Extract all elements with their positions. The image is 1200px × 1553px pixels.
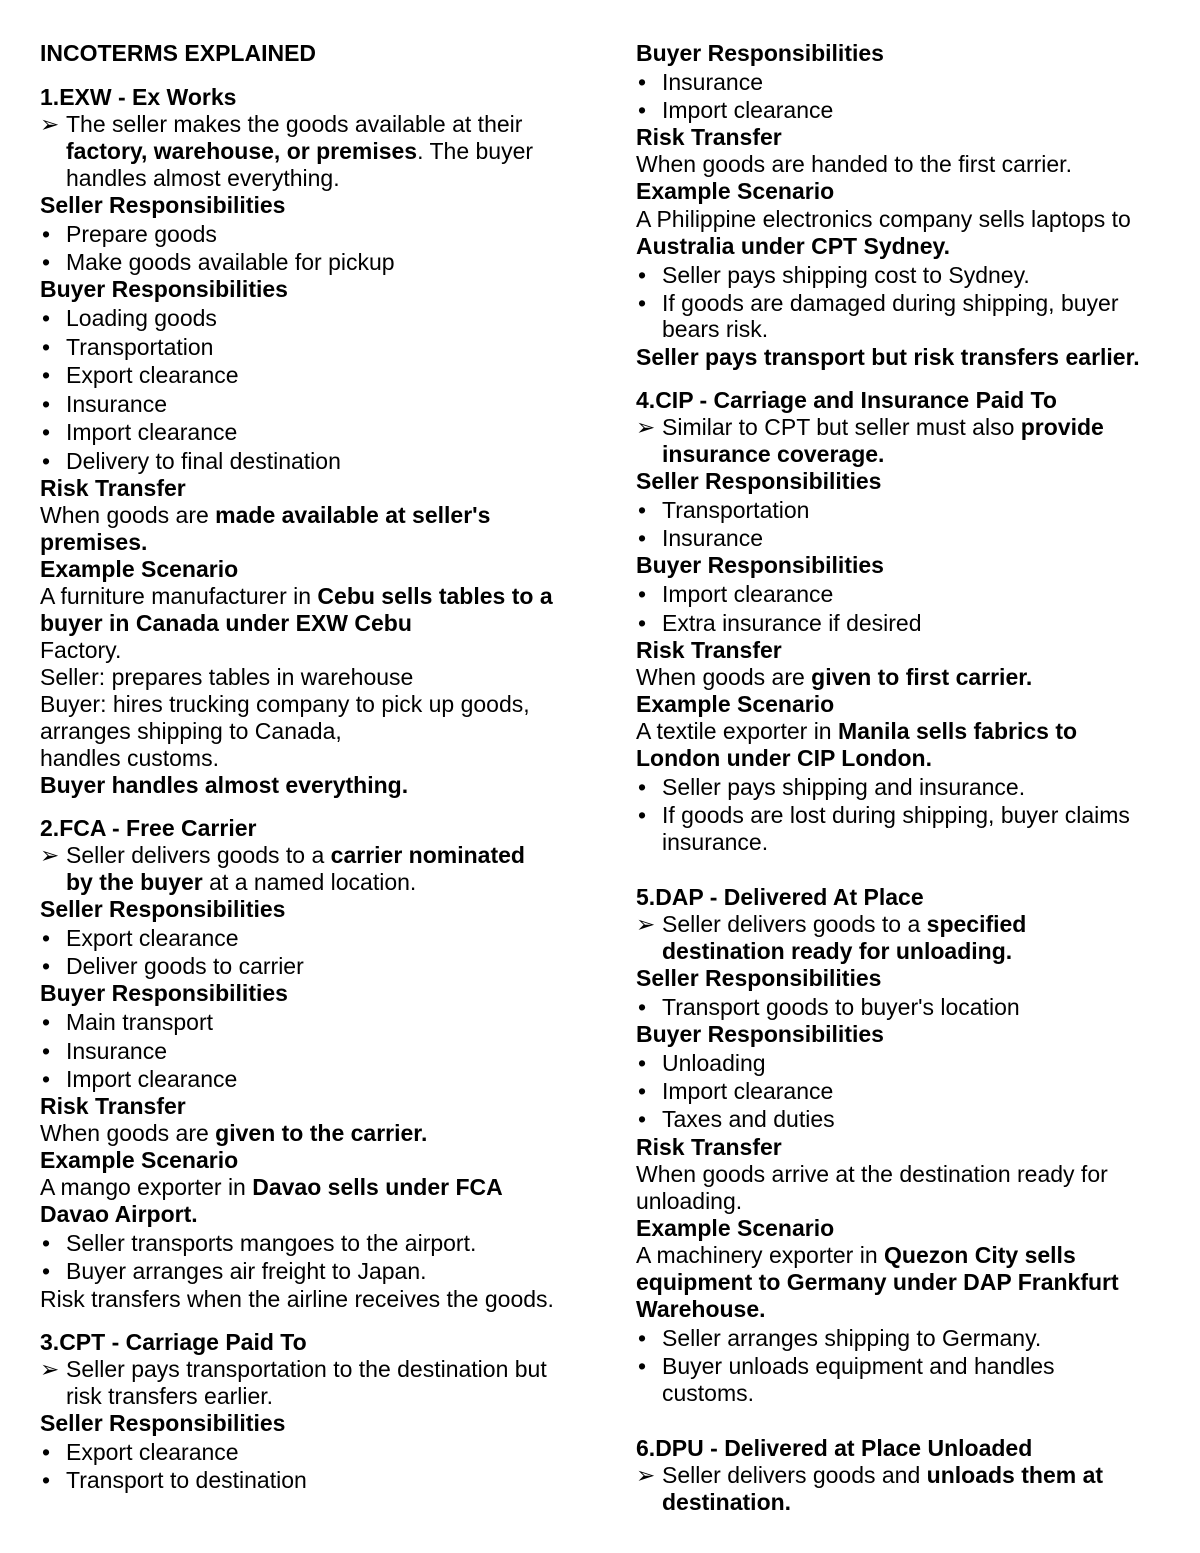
bullet-icon: • (638, 994, 647, 1020)
intro-line: ➢ The seller makes the goods available at their (40, 111, 523, 137)
seller-heading: Seller Responsibilities (40, 896, 286, 922)
bullet-icon: • (638, 1050, 647, 1076)
bullet-icon: • (638, 262, 647, 288)
example-text: Warehouse. (636, 1296, 766, 1322)
example-text: handles customs. (40, 745, 219, 771)
list-item: • Transportation (638, 497, 810, 523)
risk-text: unloading. (636, 1188, 743, 1214)
list-item: • Buyer unloads equipment and handles (638, 1353, 1055, 1379)
bullet-icon: • (42, 305, 51, 331)
arrow-icon: ➢ (636, 1462, 656, 1488)
intro-line: factory, warehouse, or premises. The buyer (66, 138, 534, 164)
example-text: buyer in Canada under EXW Cebu (40, 610, 412, 636)
risk-text: When goods are made available at seller's (40, 502, 491, 528)
example-text: equipment to Germany under DAP Frankfurt (636, 1269, 1119, 1295)
risk-heading: Risk Transfer (40, 475, 186, 501)
buyer-heading: Buyer Responsibilities (636, 552, 884, 578)
bullet-icon: • (42, 953, 51, 979)
list-item-continued: customs. (662, 1380, 755, 1406)
example-text: Seller: prepares tables in warehouse (40, 664, 414, 690)
list-item: • Delivery to final destination (42, 448, 341, 474)
list-item-continued: bears risk. (662, 316, 769, 342)
seller-heading: Seller Responsibilities (636, 965, 882, 991)
bullet-icon: • (638, 802, 647, 828)
list-item: • Import clearance (638, 97, 834, 123)
bullet-icon: • (42, 391, 51, 417)
section-heading-fca: 2.FCA - Free Carrier (40, 815, 257, 841)
list-item: • Import clearance (42, 419, 238, 445)
list-item: • Seller arranges shipping to Germany. (638, 1325, 1042, 1351)
list-item: • Transport goods to buyer's location (638, 994, 1020, 1020)
list-item: • Buyer arranges air freight to Japan. (42, 1258, 427, 1284)
list-item: • Import clearance (42, 1066, 238, 1092)
risk-heading: Risk Transfer (636, 637, 782, 663)
bullet-icon: • (42, 1038, 51, 1064)
bullet-icon: • (42, 221, 51, 247)
example-text: A mango exporter in Davao sells under FCA (40, 1174, 503, 1200)
risk-text: When goods arrive at the destination ready for (636, 1161, 1108, 1187)
example-text: Buyer: hires trucking company to pick up goods, (40, 691, 530, 717)
list-item: • Insurance (638, 525, 764, 551)
seller-heading: Seller Responsibilities (636, 468, 882, 494)
bullet-icon: • (42, 249, 51, 275)
arrow-icon: ➢ (40, 1356, 60, 1382)
buyer-heading: Buyer Responsibilities (40, 980, 288, 1006)
list-item: • Seller pays shipping cost to Sydney. (638, 262, 1030, 288)
example-text: A furniture manufacturer in Cebu sells tables to a (40, 583, 553, 609)
risk-text: When goods are given to first carrier. (636, 664, 1033, 690)
bullet-icon: • (42, 1439, 51, 1465)
list-item-continued: insurance. (662, 829, 769, 855)
bullet-icon: • (638, 610, 647, 636)
section-heading-cip: 4.CIP - Carriage and Insurance Paid To (636, 387, 1057, 413)
bullet-icon: • (42, 448, 51, 474)
risk-text: premises. (40, 529, 148, 555)
list-item: • Taxes and duties (638, 1106, 835, 1132)
bullet-icon: • (42, 1009, 51, 1035)
list-item: • Insurance (42, 1038, 168, 1064)
example-heading: Example Scenario (636, 1215, 835, 1241)
intro-line: risk transfers earlier. (66, 1383, 274, 1409)
bullet-icon: • (638, 69, 647, 95)
seller-heading: Seller Responsibilities (40, 1410, 286, 1436)
list-item: • Loading goods (42, 305, 217, 331)
bullet-icon: • (638, 1078, 647, 1104)
example-text: arranges shipping to Canada, (40, 718, 342, 744)
buyer-heading: Buyer Responsibilities (636, 40, 884, 66)
list-item: • Export clearance (42, 362, 239, 388)
example-text: London under CIP London. (636, 745, 932, 771)
list-item: • Extra insurance if desired (638, 610, 922, 636)
list-item: • Transport to destination (42, 1467, 307, 1493)
example-text: A textile exporter in Manila sells fabrics to (636, 718, 1078, 744)
section-heading-dap: 5.DAP - Delivered At Place (636, 884, 924, 910)
section-summary: Seller pays transport but risk transfers earlier. (636, 344, 1140, 370)
list-item: • Unloading (638, 1050, 766, 1076)
list-item: • Make goods available for pickup (42, 249, 395, 275)
bullet-icon: • (638, 97, 647, 123)
example-text: A machinery exporter in Quezon City sells (636, 1242, 1076, 1268)
intro-line: by the buyer at a named location. (66, 869, 417, 895)
section-heading-dpu: 6.DPU - Delivered at Place Unloaded (636, 1435, 1033, 1461)
arrow-icon: ➢ (636, 911, 656, 937)
example-heading: Example Scenario (40, 1147, 239, 1173)
intro-line: destination. (662, 1489, 792, 1515)
list-item: • Insurance (42, 391, 168, 417)
example-text: Australia under CPT Sydney. (636, 233, 950, 259)
list-item: • Seller pays shipping and insurance. (638, 774, 1026, 800)
intro-line: ➢ Similar to CPT but seller must also provide (636, 414, 1104, 440)
example-heading: Example Scenario (40, 556, 239, 582)
risk-heading: Risk Transfer (636, 124, 782, 150)
list-item: • Insurance (638, 69, 764, 95)
example-text: Factory. (40, 637, 122, 663)
arrow-icon: ➢ (40, 111, 60, 137)
bullet-icon: • (42, 1258, 51, 1284)
bullet-icon: • (42, 334, 51, 360)
bullet-icon: • (638, 1325, 647, 1351)
example-heading: Example Scenario (636, 691, 835, 717)
intro-line: insurance coverage. (662, 441, 885, 467)
bullet-icon: • (638, 581, 647, 607)
list-item: • If goods are lost during shipping, buyer claims (638, 802, 1130, 828)
section-summary: Risk transfers when the airline receives the goods. (40, 1286, 554, 1312)
section-summary: Buyer handles almost everything. (40, 772, 409, 798)
example-text: Davao Airport. (40, 1201, 198, 1227)
bullet-icon: • (638, 774, 647, 800)
example-text: A Philippine electronics company sells laptops to (636, 206, 1131, 232)
arrow-icon: ➢ (40, 842, 60, 868)
bullet-icon: • (42, 1230, 51, 1256)
bullet-icon: • (638, 290, 647, 316)
risk-text: When goods are given to the carrier. (40, 1120, 428, 1146)
bullet-icon: • (42, 1467, 51, 1493)
list-item: • Transportation (42, 334, 214, 360)
list-item: • Prepare goods (42, 221, 217, 247)
seller-heading: Seller Responsibilities (40, 192, 286, 218)
intro-line: handles almost everything. (66, 165, 340, 191)
arrow-icon: ➢ (636, 414, 656, 440)
risk-heading: Risk Transfer (40, 1093, 186, 1119)
bullet-icon: • (42, 925, 51, 951)
list-item: • Import clearance (638, 581, 834, 607)
list-item: • If goods are damaged during shipping, buyer (638, 290, 1119, 316)
risk-text: When goods are handed to the first carrier. (636, 151, 1072, 177)
bullet-icon: • (42, 419, 51, 445)
list-item: • Export clearance (42, 925, 239, 951)
buyer-heading: Buyer Responsibilities (40, 276, 288, 302)
document-title: INCOTERMS EXPLAINED (40, 40, 317, 66)
bullet-icon: • (638, 1106, 647, 1132)
intro-line: ➢ Seller delivers goods to a carrier nominated (40, 842, 525, 868)
section-heading-exw: 1.EXW - Ex Works (40, 84, 237, 110)
bullet-icon: • (638, 1353, 647, 1379)
list-item: • Deliver goods to carrier (42, 953, 304, 979)
list-item: • Main transport (42, 1009, 214, 1035)
list-item: • Seller transports mangoes to the airport. (42, 1230, 477, 1256)
list-item: • Import clearance (638, 1078, 834, 1104)
list-item: • Export clearance (42, 1439, 239, 1465)
intro-line: ➢ Seller delivers goods to a specified (636, 911, 1027, 937)
risk-heading: Risk Transfer (636, 1134, 782, 1160)
example-heading: Example Scenario (636, 178, 835, 204)
bullet-icon: • (42, 1066, 51, 1092)
intro-line: ➢ Seller delivers goods and unloads them at (636, 1462, 1104, 1488)
intro-line: ➢ Seller pays transportation to the destination but (40, 1356, 547, 1382)
bullet-icon: • (638, 497, 647, 523)
section-heading-cpt: 3.CPT - Carriage Paid To (40, 1329, 307, 1355)
buyer-heading: Buyer Responsibilities (636, 1021, 884, 1047)
intro-line: destination ready for unloading. (662, 938, 1013, 964)
bullet-icon: • (42, 362, 51, 388)
bullet-icon: • (638, 525, 647, 551)
